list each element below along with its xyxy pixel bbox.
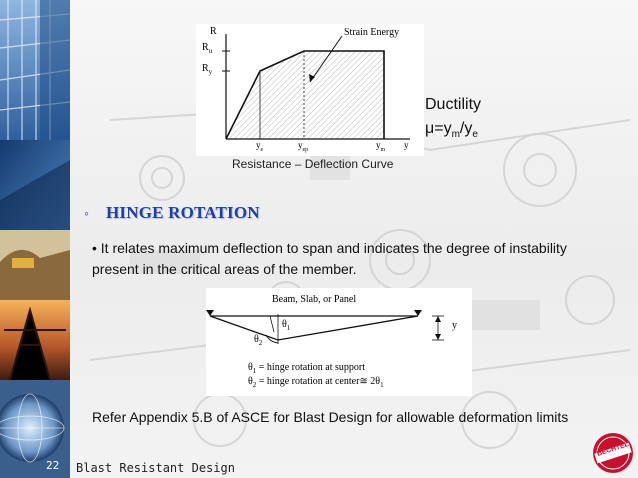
- resistance-curve-plot: [196, 24, 424, 156]
- strain-energy-label: Strain Energy: [344, 27, 400, 38]
- slide-number: 22: [46, 459, 60, 472]
- graph-caption: Resistance – Deflection Curve: [232, 157, 394, 171]
- footer-title: Blast Resistant Design: [76, 461, 235, 475]
- ductility-title: Ductility: [425, 96, 482, 113]
- photo-collage-strip: [0, 0, 70, 478]
- ye-label: $y_e$: [256, 140, 264, 153]
- resistance-deflection-graph: [196, 24, 424, 156]
- hinge-rotation-point: • It relates maximum deflection to span and indicates the degree of instability present in the critical areas of the member.: [92, 240, 567, 277]
- hinge-rotation-diagram: [206, 288, 472, 396]
- deflection-y-label: y: [452, 320, 457, 331]
- bechtel-logo: [592, 432, 634, 474]
- bechtel-logo-text: BECHTEL: [596, 441, 630, 458]
- legend-theta1: $\theta_1$ = hinge rotation at support: [248, 362, 365, 375]
- legend-theta2: $\theta_2$ = hinge rotation at center≅ $2\theta_1$: [248, 376, 384, 389]
- theta1-label: $\theta_1$: [282, 319, 291, 332]
- ductility-definition: [425, 93, 481, 147]
- axis-r-label: R: [210, 26, 217, 37]
- ru-label: $R_u$: [202, 42, 213, 55]
- hinge-diagram-title: Beam, Slab, or Panel: [272, 294, 357, 305]
- yep-label: $y_{ep}$: [298, 140, 309, 153]
- section-heading: HINGE ROTATION: [106, 203, 260, 222]
- ym-label: $y_m$: [376, 140, 386, 153]
- ry-label: $R_y$: [202, 63, 213, 76]
- reference-note: Refer Appendix 5.B of ASCE for Blast Design for allowable deformation limits: [92, 409, 569, 425]
- axis-y-label: y: [404, 140, 409, 150]
- ductility-formula: $\mu=y_m/y_e$: [425, 120, 478, 141]
- section-bullet: ◦: [84, 205, 89, 221]
- theta2-label: $\theta_2$: [254, 334, 263, 347]
